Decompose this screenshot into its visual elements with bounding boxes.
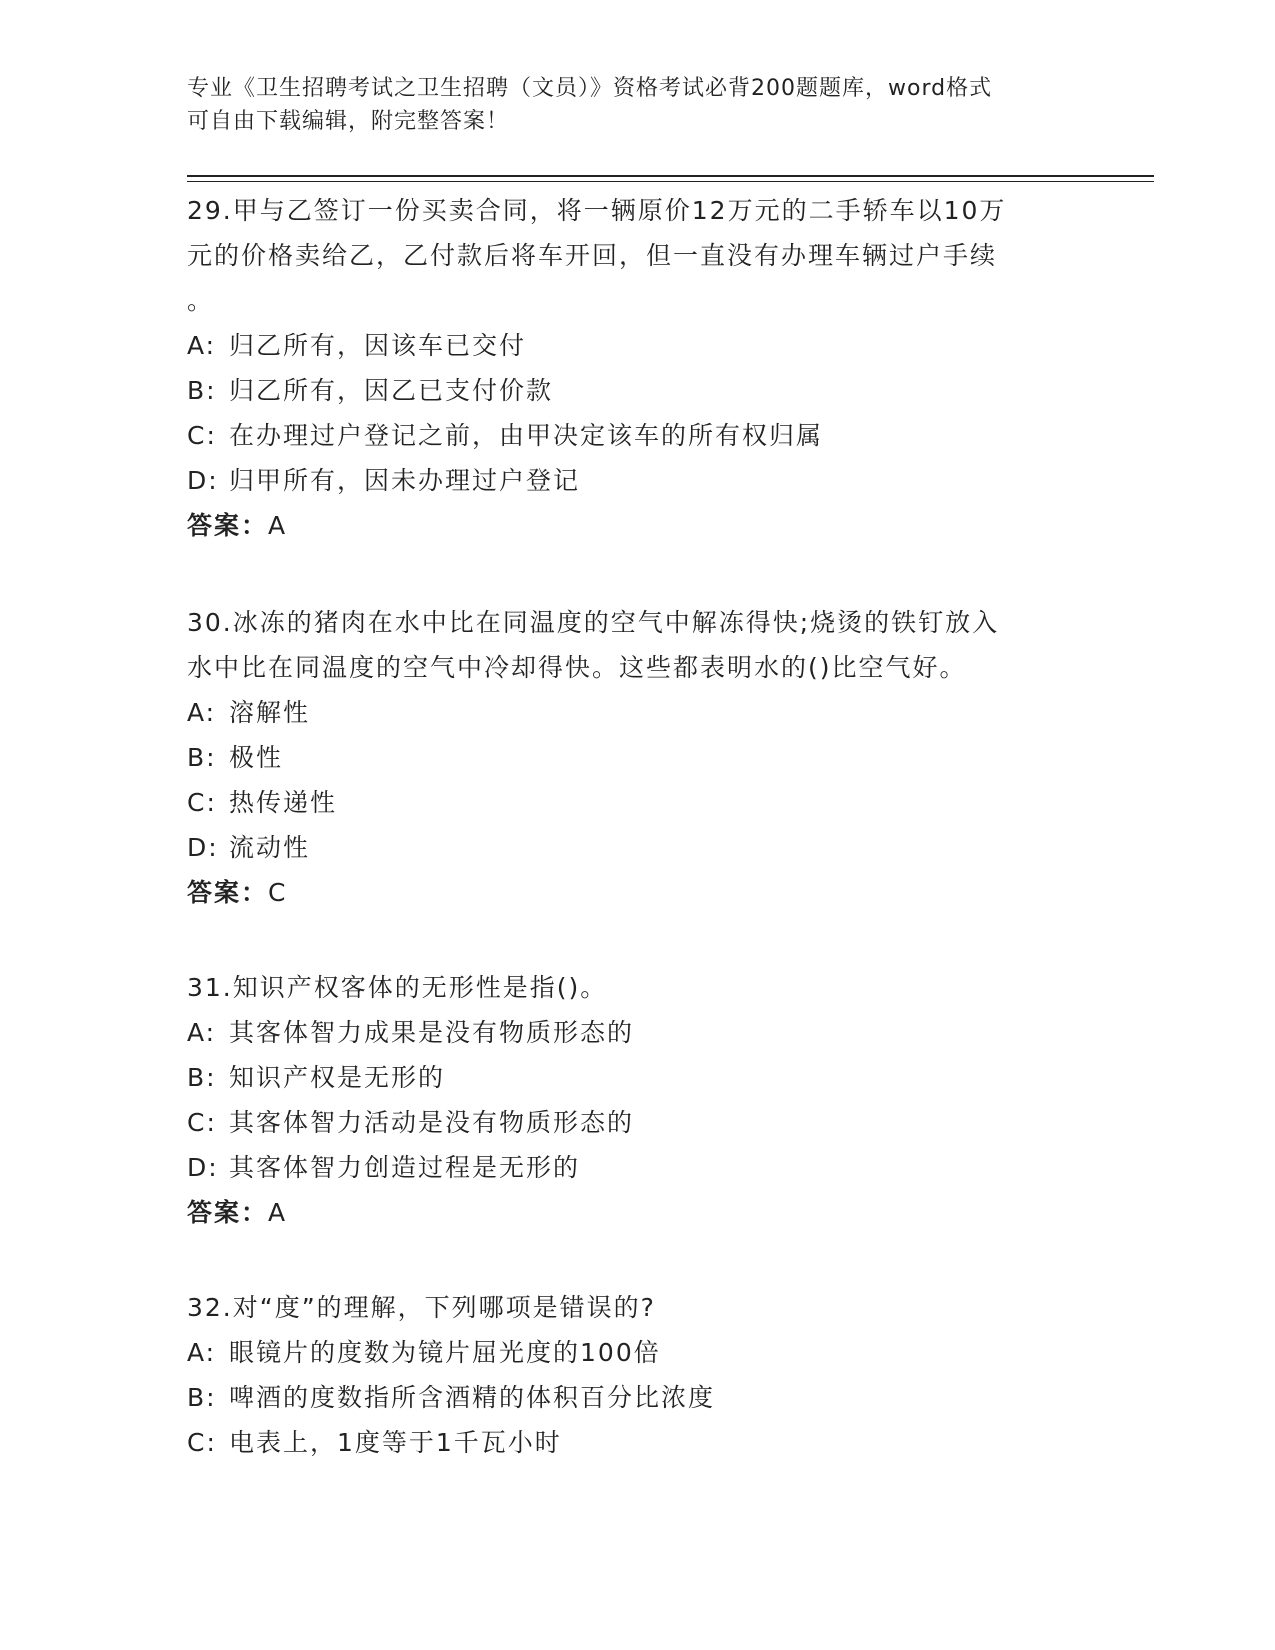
option-d [187,825,1087,870]
answer [187,1190,1087,1235]
option-text: 其客体智力创造过程是无形的 [229,1153,581,1182]
option-letter: D: [187,1153,219,1182]
option-text: 溶解性 [229,698,311,727]
option-text: 热传递性 [229,788,338,817]
answer [187,870,1087,915]
option-text: 啤酒的度数指所含酒精的体积百分比浓度 [229,1383,716,1412]
option-text: 知识产权是无形的 [229,1063,446,1092]
option-c [187,780,1087,825]
question-31 [187,965,1087,1235]
option-d [187,458,1087,503]
option-a [187,323,1087,368]
header-divider [187,175,1154,177]
question-32 [187,1285,1087,1465]
question-30 [187,600,1087,915]
question-text-line: 30.冰冻的猪肉在水中比在同温度的空气中解冻得快;烧烫的铁钉放入 [187,608,1000,637]
answer-value: A [268,1198,288,1227]
question-text-line: 。 [187,286,215,315]
option-letter: C: [187,421,217,450]
option-a [187,1330,1087,1375]
option-letter: B: [187,1063,217,1092]
option-letter: A: [187,698,217,727]
option-b [187,1375,1087,1420]
option-text: 归甲所有，因未办理过户登记 [229,466,581,495]
option-text: 其客体智力活动是没有物质形态的 [229,1108,635,1137]
option-letter: C: [187,788,217,817]
option-a [187,690,1087,735]
option-text: 归乙所有，因乙已支付价款 [229,376,554,405]
option-letter: C: [187,1108,217,1137]
option-letter: B: [187,376,217,405]
option-b [187,368,1087,413]
answer-label: 答案： [187,878,269,907]
option-letter: C: [187,1428,217,1457]
option-letter: A: [187,1018,217,1047]
header-line: 可自由下载编辑，附完整答案！ [187,109,510,134]
option-text: 眼镜片的度数为镜片屈光度的100倍 [229,1338,661,1367]
answer [187,503,1087,548]
answer-value: C [268,878,288,907]
option-b [187,735,1087,780]
question-text-line: 元的价格卖给乙，乙付款后将车开回，但一直没有办理车辆过户手续 [187,241,998,270]
option-c [187,1100,1087,1145]
option-letter: B: [187,743,217,772]
answer-label: 答案： [187,1198,269,1227]
header-line: 专业《卫生招聘考试之卫生招聘（文员）》资格考试必背200题题库，word格式 [187,76,993,101]
option-text: 其客体智力成果是没有物质形态的 [229,1018,635,1047]
option-letter: D: [187,833,219,862]
option-text: 流动性 [229,833,311,862]
option-a [187,1010,1087,1055]
header-divider-thin [187,181,1154,182]
option-letter: A: [187,331,217,360]
option-text: 归乙所有，因该车已交付 [229,331,527,360]
question-text-line: 32.对“度”的理解，下列哪项是错误的? [187,1293,656,1322]
answer-value: A [268,511,288,540]
question-text-line: 31.知识产权客体的无形性是指()。 [187,973,608,1002]
answer-label: 答案： [187,511,269,540]
option-b [187,1055,1087,1100]
option-text: 极性 [229,743,284,772]
question-text-line: 水中比在同温度的空气中冷却得快。这些都表明水的()比空气好。 [187,653,967,682]
option-c [187,1420,1087,1465]
option-d [187,1145,1087,1190]
question-text-line: 29.甲与乙签订一份买卖合同，将一辆原价12万元的二手轿车以10万 [187,196,1007,225]
option-c [187,413,1087,458]
option-letter: A: [187,1338,217,1367]
option-letter: D: [187,466,219,495]
option-letter: B: [187,1383,217,1412]
option-text: 在办理过户登记之前，由甲决定该车的所有权归属 [229,421,824,450]
question-29 [187,188,1087,548]
option-text: 电表上，1度等于1千瓦小时 [229,1428,562,1457]
document-header [187,72,1087,138]
